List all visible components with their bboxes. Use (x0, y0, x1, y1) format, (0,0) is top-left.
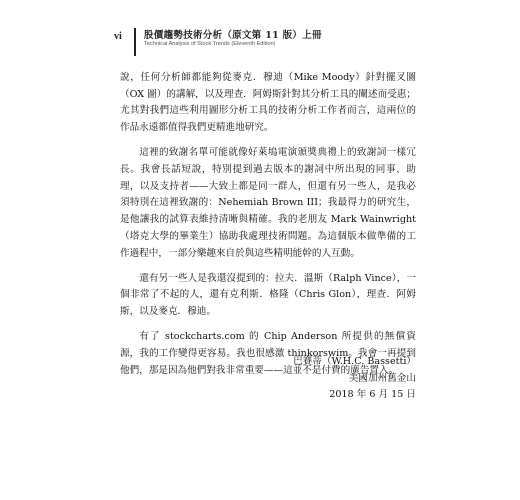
signature-name: 巴賽蒂（W.H.C. Bassetti） (293, 356, 416, 367)
paragraph-others: 還有另一些人是我還沒提到的：拉夫．溫斯（Ralph Vince），一個非常了不起的人，還有克利斯．格隆（Chris Glon），理查．阿姆斯，以及麥克．穆迪。 (120, 272, 416, 318)
signature-location: 美國加州舊金山 (348, 372, 416, 384)
page-number: vi (114, 31, 122, 42)
header-divider (134, 28, 136, 56)
signature-date: 2018 年 6 月 15 日 (329, 389, 416, 401)
paragraph-continuation: 說，任何分析師都能夠從麥克．穆迪（Mike Moody）針對擺叉圖（OX 圖）的講解，以及理查．阿姆斯針對其分析工具的闡述而受惠；尤其對我們這些利用圖形分析工具的技術分析工作者而言，這兩位的作品永遠都值得我們更精進地研究。 (120, 72, 416, 134)
book-title-english: Technical Analysis of Stock Trends (Eleventh Edition) (144, 41, 276, 47)
main-text (120, 70, 416, 379)
paragraph-acknowledgements: 這裡的致謝名單可能就像好萊塢電演頒獎典禮上的致謝詞一樣冗長。我會長話短說，特別提到過去版本的謝詞中所出現的同事、助理，以及支持者——大致上都是同一群人，但還有另一些人，是我必須特別在這裡致謝的：Nehemiah Brown III；我最得力的研究生，是他讓我的試算表維持清晰與精確。我的老朋友 Mark Wainwright（塔克大學的畢業生）協助我處理技術問題。為這個版本做準備的工作過程中，一部分樂趣來自於與這些精明能幹的人互動。 (120, 147, 416, 259)
signature-block (293, 354, 416, 404)
book-title-chinese: 股價趨勢技術分析（原文第 11 版）上冊 (144, 30, 322, 41)
paragraph-resources: 有了 stockcharts.com 的 Chip Anderson 所提供的無償資源，我的工作變得更容易。我也很感激 thinkorswim。我會一再提到他們，那是因為他們對我非常重要——這並不是付費的廣告置入。 (120, 331, 416, 376)
